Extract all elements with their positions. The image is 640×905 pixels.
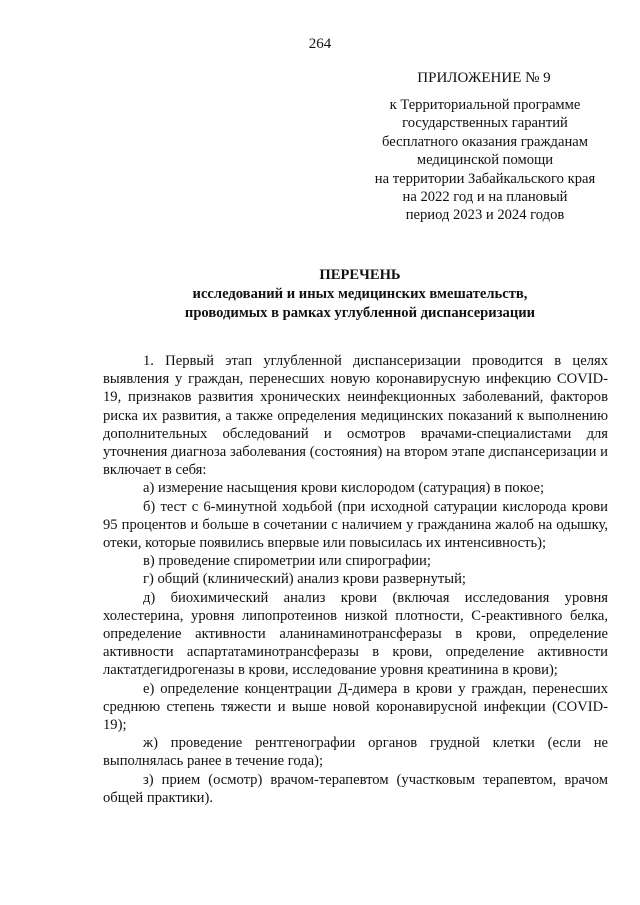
document-body <box>103 352 608 807</box>
appendix-title: ПРИЛОЖЕНИЕ № 9 <box>417 70 551 86</box>
list-item-d: д) биохимический анализ крови (включая исследования уровня холестерина, уровня липопротеинов низкой плотности, С-реактивного белка, определение активности аланинаминотрансферазы в крови, определение активности аспартатаминотрансферазы в крови, определение активности лактатдегидрогеназы в крови, исследование уровня креатинина в крови); <box>103 589 608 679</box>
list-item-a: а) измерение насыщения крови кислородом (сатурация) в покое; <box>143 480 545 497</box>
page-number: 264 <box>308 36 332 52</box>
heading-title: ПЕРЕЧЕНЬ <box>319 267 401 283</box>
paragraph-intro: 1. Первый этап углубленной диспансеризации проводится в целях выявления у граждан, перенесших новую коронавирусную инфекцию COVID-19, признаков развития хронических неинфекционных заболеваний, факторов риска их развития, а также определения медицинских показаний к выполнению дополнительных обследований и осмотров врачами-специалистами для уточнения диагноза заболевания (состояния) на втором этапе диспансеризации и включает в себя: <box>103 353 608 479</box>
appendix-line: бесплатного оказания гражданам <box>382 133 588 150</box>
list-item-g: г) общий (клинический) анализ крови развернутый; <box>143 571 466 588</box>
heading-line: проводимых в рамках углубленной диспансеризации <box>184 304 536 321</box>
appendix-line: государственных гарантий <box>402 115 568 132</box>
appendix-line: к Территориальной программе <box>389 97 581 113</box>
appendix-subtitle <box>360 96 610 225</box>
appendix-line: на территории Забайкальского края <box>374 170 596 187</box>
appendix-line: период 2023 и 2024 годов <box>405 207 565 224</box>
appendix-line: на 2022 год и на плановый <box>402 189 568 206</box>
list-item-zh: ж) проведение рентгенографии органов грудной клетки (если не выполнялась ранее в течение года); <box>103 735 608 770</box>
heading-line: исследований и иных медицинских вмешательств, <box>192 285 528 302</box>
list-item-z: з) прием (осмотр) врачом-терапевтом (участковым терапевтом, врачом общей практики). <box>103 771 608 806</box>
list-item-v: в) проведение спирометрии или спирографии; <box>143 553 431 570</box>
list-item-e: е) определение концентрации Д-димера в крови у граждан, перенесших среднюю степень тяжести и выше новой коронавирусной инфекции (COVID-19); <box>103 680 608 734</box>
appendix-line: медицинской помощи <box>416 152 554 169</box>
document-heading <box>80 266 640 322</box>
list-item-b: б) тест с 6-минутной ходьбой (при исходной сатурации кислорода крови 95 процентов и больше в сочетании с наличием у гражданина жалоб на одышку, отеки, которые появились впервые или повысилась их интенсивность); <box>103 498 608 552</box>
